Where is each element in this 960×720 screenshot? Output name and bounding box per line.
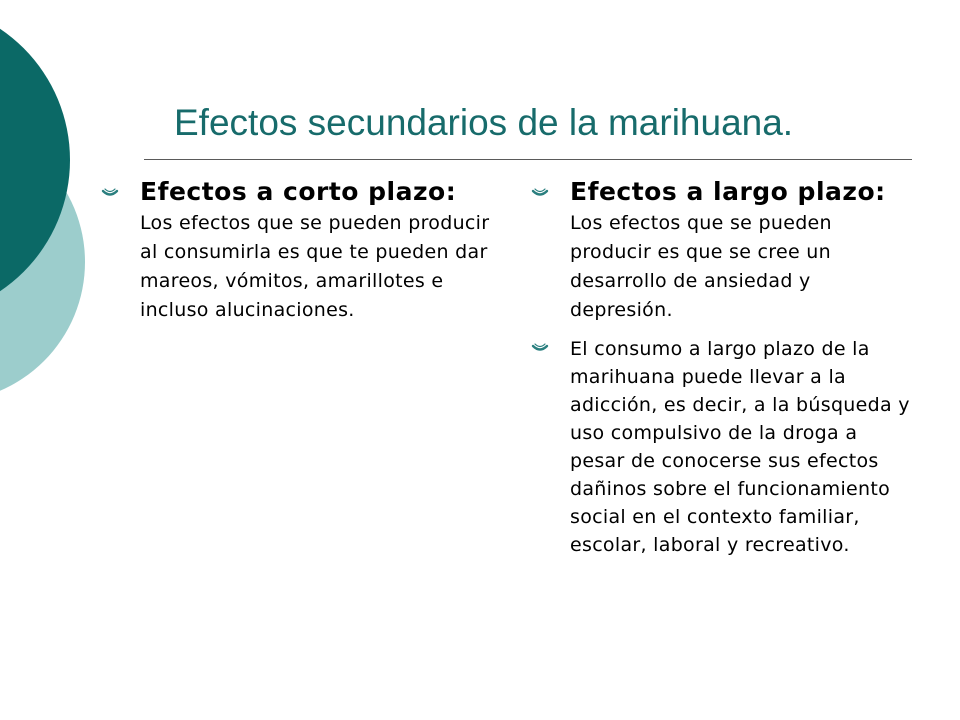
item-text: Los efectos que se pueden producir es que se cree un desarrollo de ansiedad y depresión.	[570, 212, 832, 321]
left-column	[100, 177, 490, 335]
list-item	[530, 335, 910, 559]
title-divider	[144, 159, 912, 160]
curved-chevron-icon	[100, 187, 120, 201]
item-heading: Efectos a largo plazo:	[570, 177, 886, 206]
list-item	[530, 177, 910, 325]
item-heading: Efectos a corto plazo:	[140, 177, 457, 206]
right-column	[530, 177, 910, 569]
item-text: Los efectos que se pueden producir al consumirla es que te pueden dar mareos, vómitos, amarillotes e incluso alucinaciones.	[140, 212, 490, 321]
curved-chevron-icon	[530, 187, 550, 201]
list-item	[100, 177, 490, 325]
item-text: El consumo a largo plazo de la marihuana puede llevar a la adicción, es decir, a la búsqueda y uso compulsivo de la droga a pesar de conocerse sus efectos dañinos sobre el funcionamiento social en el contexto familiar, escolar, laboral y recreativo.	[570, 338, 910, 556]
slide-title: Efectos secundarios de la marihuana.	[174, 102, 794, 143]
curved-chevron-icon	[530, 342, 550, 356]
